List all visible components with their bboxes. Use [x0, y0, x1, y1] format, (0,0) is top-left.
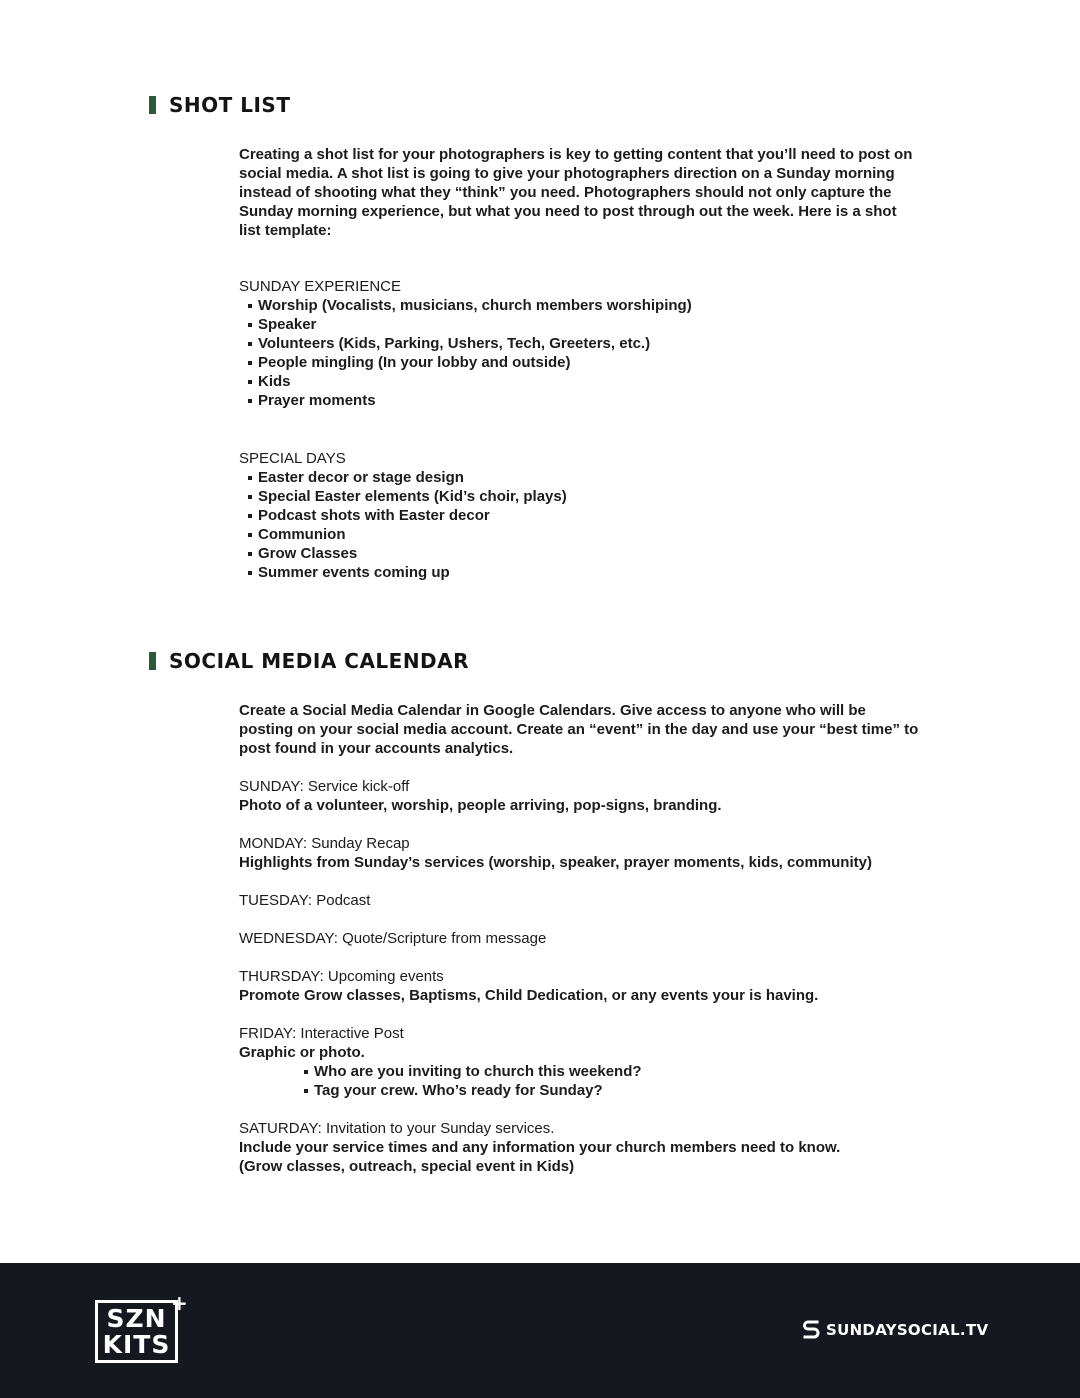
shot-list-body	[239, 145, 919, 240]
bullet-list	[239, 468, 919, 582]
list-item: Special Easter elements (Kid’s choir, plays)	[247, 487, 919, 506]
shot-list-intro: Creating a shot list for your photographers is key to getting content that you’ll need to post on social media. A shot list is going to give your photographers direction on a Sunday morning instead of shooting what they “think” you need. Photographers should not only capture the Sunday morning experience, but what you need to post through out the week. Here is a shot list template:	[239, 146, 913, 239]
day-heading: THURSDAY: Upcoming events	[239, 968, 444, 985]
calendar-heading	[149, 649, 469, 673]
list-item: Volunteers (Kids, Parking, Ushers, Tech, Greeters, etc.)	[247, 334, 919, 353]
shot-list-heading	[149, 93, 290, 117]
s-logo-icon	[802, 1319, 820, 1341]
logo-line: KITS	[102, 1330, 171, 1359]
group-heading: SUNDAY EXPERIENCE	[239, 278, 401, 295]
list-item: Who are you inviting to church this weekend?	[303, 1062, 919, 1081]
list-item: Kids	[247, 372, 919, 391]
list-item: People mingling (In your lobby and outside)	[247, 353, 919, 372]
day-line: (Grow classes, outreach, special event in Kids)	[239, 1158, 575, 1175]
day-heading: FRIDAY: Interactive Post	[239, 1025, 404, 1042]
day-line: Promote Grow classes, Baptisms, Child Dedication, or any events your is having.	[239, 987, 819, 1004]
day-line: Include your service times and any information your church members need to know.	[239, 1139, 841, 1156]
list-item: Speaker	[247, 315, 919, 334]
sunday-experience-group	[239, 277, 919, 410]
list-item: Communion	[247, 525, 919, 544]
day-heading: SATURDAY: Invitation to your Sunday services.	[239, 1120, 555, 1137]
heading-accent-bar	[149, 96, 156, 114]
day-heading: WEDNESDAY: Quote/Scripture from message	[239, 930, 547, 947]
list-item: Tag your crew. Who’s ready for Sunday?	[303, 1081, 919, 1100]
logo-line: SZN	[106, 1304, 167, 1333]
calendar-body	[239, 701, 919, 1176]
site-brand	[802, 1319, 988, 1341]
bullet-list	[239, 296, 919, 410]
day-heading: MONDAY: Sunday Recap	[239, 835, 410, 852]
day-line: Graphic or photo.	[239, 1044, 365, 1061]
site-url: SUNDAYSOCIAL.TV	[826, 1321, 989, 1339]
section-title: SOCIAL MEDIA CALENDAR	[169, 649, 470, 673]
list-item: Easter decor or stage design	[247, 468, 919, 487]
plus-icon: +	[171, 1291, 188, 1315]
heading-accent-bar	[149, 652, 156, 670]
list-item: Prayer moments	[247, 391, 919, 410]
day-line: Photo of a volunteer, worship, people arriving, pop-signs, branding.	[239, 797, 722, 814]
list-item: Podcast shots with Easter decor	[247, 506, 919, 525]
section-title: SHOT LIST	[169, 93, 291, 117]
szn-kits-logo	[95, 1300, 178, 1363]
day-heading: SUNDAY: Service kick-off	[239, 778, 410, 795]
special-days-group	[239, 449, 919, 582]
list-item: Worship (Vocalists, musicians, church members worshiping)	[247, 296, 919, 315]
day-heading: TUESDAY: Podcast	[239, 892, 371, 909]
list-item: Grow Classes	[247, 544, 919, 563]
list-item: Summer events coming up	[247, 563, 919, 582]
day-line: Highlights from Sunday’s services (worship, speaker, prayer moments, kids, community)	[239, 854, 872, 871]
group-heading: SPECIAL DAYS	[239, 450, 346, 467]
calendar-intro: Create a Social Media Calendar in Google Calendars. Give access to anyone who will be posting on your social media account. Create an “event” in the day and use your “best time” to post found in your accounts analytics.	[239, 702, 919, 757]
bullet-list	[239, 1062, 919, 1100]
